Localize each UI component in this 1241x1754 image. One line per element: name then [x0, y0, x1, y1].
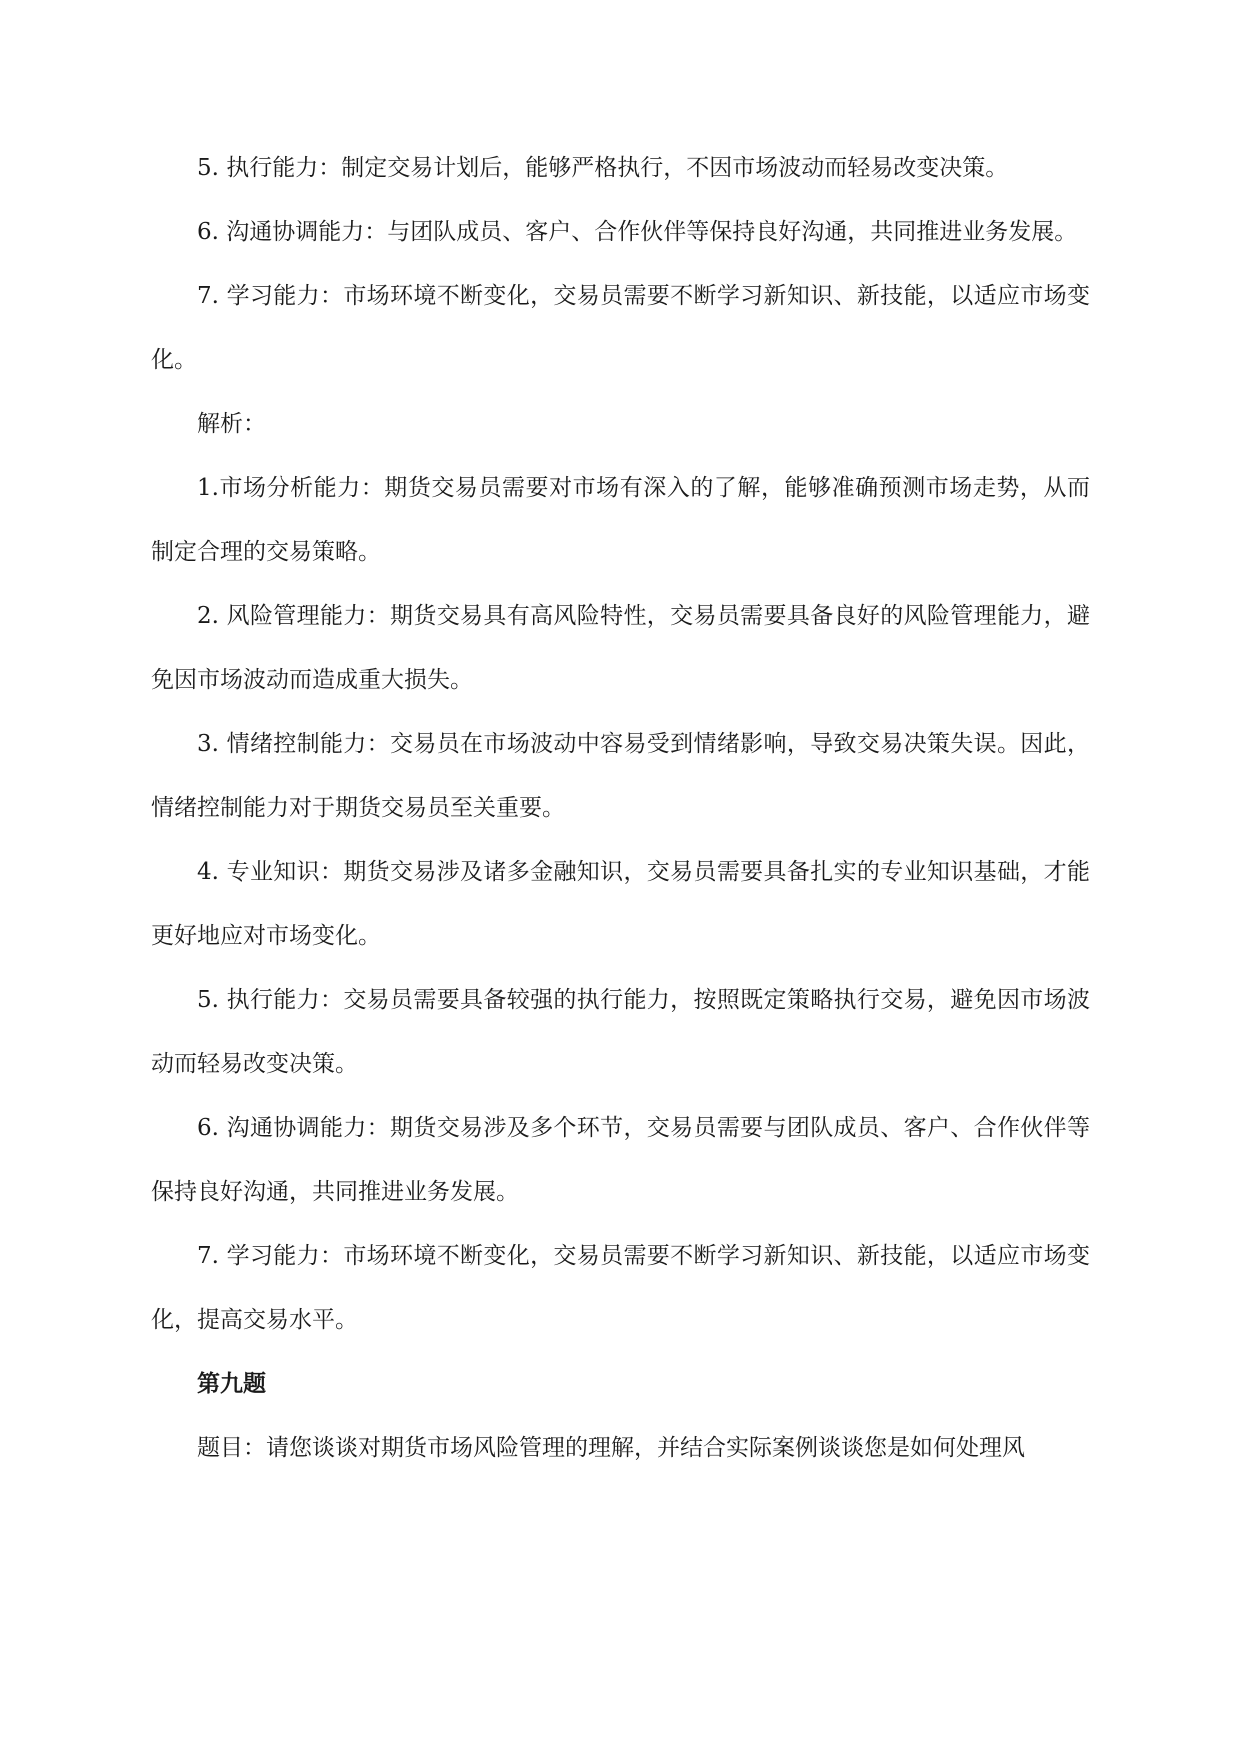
question-text: 题目：请您谈谈对期货市场风险管理的理解，并结合实际案例谈谈您是如何处理风 — [197, 1435, 1025, 1461]
analysis-label: 解析： — [197, 411, 266, 437]
answer-communication-ability: 6. 沟通协调能力：与团队成员、客户、合作伙伴等保持良好沟通，共同推进业务发展。 — [197, 219, 1078, 245]
analysis-professional-knowledge: 4. 专业知识：期货交易涉及诸多金融知识，交易员需要具备扎实的专业知识基础，才能更好地应对市场变化。 — [151, 859, 1090, 949]
answer-execution-ability: 5. 执行能力：制定交易计划后，能够严格执行，不因市场波动而轻易改变决策。 — [197, 155, 1009, 181]
document-body — [151, 136, 1090, 1480]
analysis-emotion-control: 3. 情绪控制能力：交易员在市场波动中容易受到情绪影响，导致交易决策失误。因此，情绪控制能力对于期货交易员至关重要。 — [151, 731, 1090, 821]
analysis-communication-ability: 6. 沟通协调能力：期货交易涉及多个环节，交易员需要与团队成员、客户、合作伙伴等保持良好沟通，共同推进业务发展。 — [151, 1115, 1090, 1205]
section-heading: 第九题 — [197, 1371, 266, 1397]
answer-learning-ability: 7. 学习能力：市场环境不断变化，交易员需要不断学习新知识、新技能，以适应市场变化。 — [151, 283, 1090, 373]
analysis-market-analysis: 1.市场分析能力：期货交易员需要对市场有深入的了解，能够准确预测市场走势，从而制定合理的交易策略。 — [151, 475, 1090, 565]
analysis-execution-ability: 5. 执行能力：交易员需要具备较强的执行能力，按照既定策略执行交易，避免因市场波动而轻易改变决策。 — [151, 987, 1090, 1077]
analysis-learning-ability: 7. 学习能力：市场环境不断变化，交易员需要不断学习新知识、新技能，以适应市场变化，提高交易水平。 — [151, 1243, 1090, 1333]
analysis-risk-management: 2. 风险管理能力：期货交易具有高风险特性，交易员需要具备良好的风险管理能力，避免因市场波动而造成重大损失。 — [151, 603, 1090, 693]
